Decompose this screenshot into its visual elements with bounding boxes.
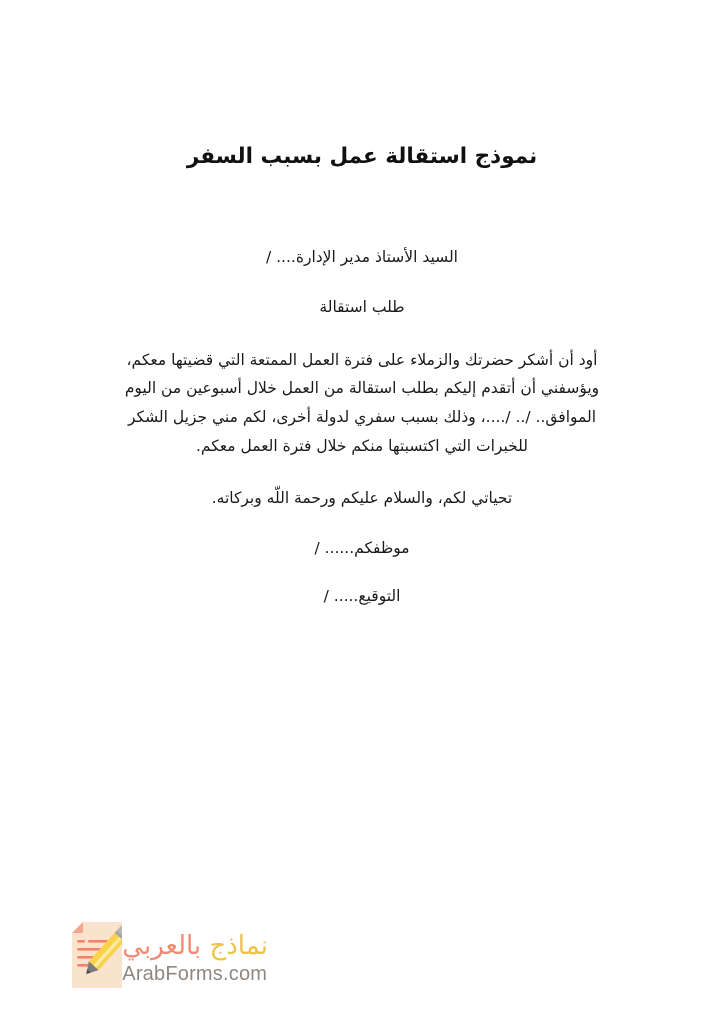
logo-wordmark <box>122 922 268 986</box>
addressee-line: السيد الأستاذ مدير الإدارة.... / <box>265 248 458 267</box>
page-title: نموذج استقالة عمل بسبب السفر <box>186 144 538 169</box>
signature-line: التوقيع..... / <box>323 587 401 606</box>
signature-from-line: موظفكم...... / <box>314 539 410 558</box>
logo-arabic-text <box>122 932 268 962</box>
closing-line: تحياتي لكم، والسلام عليكم ورحمة اللّه وبركاته. <box>211 488 513 507</box>
logo-arabic-word-2: بالعربي <box>122 931 202 961</box>
document-pencil-icon <box>72 922 122 988</box>
logo-latin-text: ArabForms.com <box>122 962 268 985</box>
subject-line: طلب استقالة <box>319 298 405 317</box>
body-paragraph: أود أن أشكر حضرتك والزملاء على فترة العمل الممتعة التي قضيتها معكم، ويؤسفني أن أتقدم إليكم بطلب استقالة من العمل خلال أسبوعين من اليوم الموافق.. /.. /....، وذلك بسبب سفري لدولة أخرى، لكم مني جزيل الشكر للخبرات التي اكتسبتها منكم خلال فترة العمل معكم. <box>124 350 600 456</box>
site-logo <box>38 922 268 1002</box>
logo-arabic-word-1: نماذج <box>209 931 268 961</box>
